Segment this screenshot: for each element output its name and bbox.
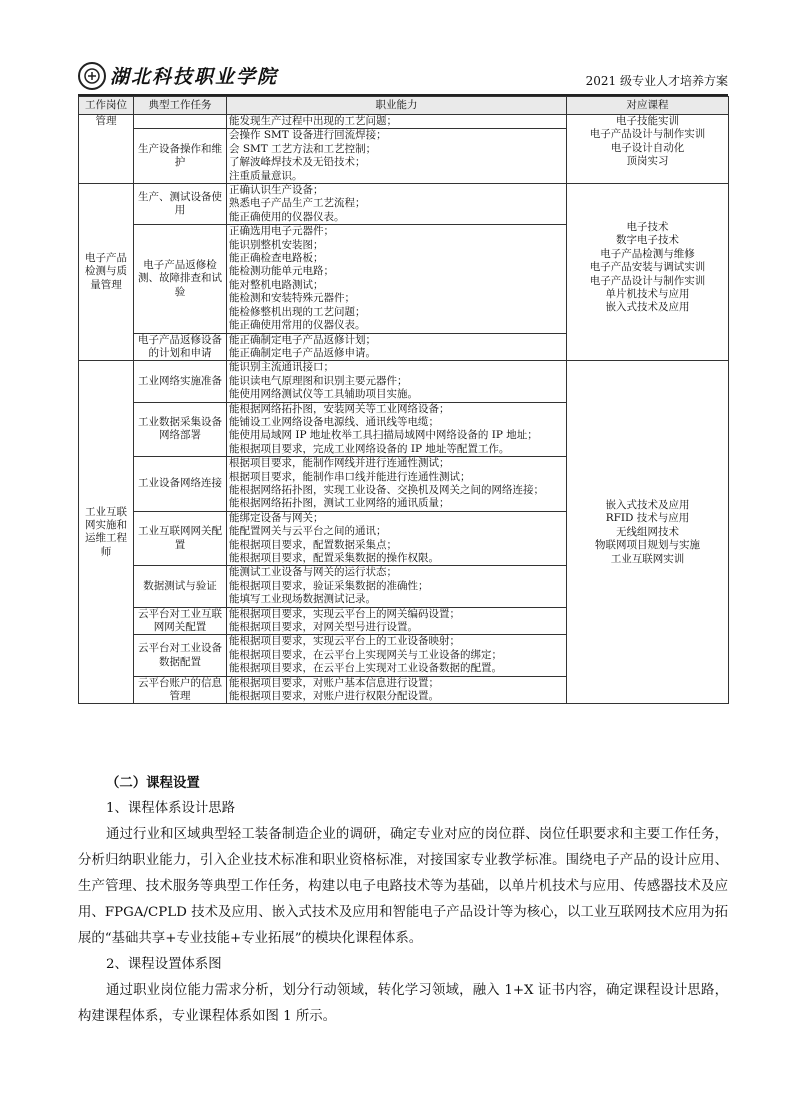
task-cell: 电子产品返修检测、故障排查和试验	[134, 225, 227, 333]
task-cell: 云平台对工业设备数据配置	[134, 635, 227, 676]
ability-cell	[227, 184, 567, 225]
ability-line: 能填写工业现场数据测试记录。	[229, 593, 376, 606]
ability-line: 能识别主流通讯接口；	[229, 361, 334, 374]
ability-line: 能检修整机出现的工艺问题；	[229, 305, 366, 318]
school-name: 湖北科技职业学院	[110, 66, 279, 88]
column-header: 典型工作任务	[134, 97, 227, 115]
course-name: 电子技能实训	[616, 115, 679, 127]
course-name: 嵌入式技术及应用	[605, 301, 690, 314]
ability-line: 根据项目要求，能制作串口线并能进行连通性测试；	[229, 470, 471, 483]
ability-line: 会 SMT 工艺方法和工艺控制；	[229, 142, 377, 155]
course-name: 嵌入式技术及应用	[605, 498, 690, 511]
ability-line: 能根据项目要求，在云平台上实现网关与工业设备的绑定；	[229, 648, 502, 661]
ability-line: 能正确检查电路板；	[229, 252, 324, 265]
ability-line: 能根据项目要求，实现云平台上的工业设备映射；	[229, 635, 460, 648]
task-cell	[134, 115, 227, 129]
ability-line: 能测试工业设备与网关的运行状态；	[229, 566, 397, 579]
ability-line: 能识别整机安装图；	[229, 238, 324, 251]
course-name: 电子产品检测与维修	[600, 247, 695, 260]
ability-line: 会操作 SMT 设备进行回流焊接；	[229, 129, 387, 142]
page-header	[78, 62, 728, 96]
ability-line: 能正确使用的仪器仪表。	[229, 210, 345, 223]
course-name: 电子产品设计与制作实训	[589, 128, 706, 141]
column-header: 对应课程	[567, 97, 729, 115]
ability-cell	[227, 129, 567, 184]
ability-line: 能检测和安装特殊元器件；	[229, 292, 355, 305]
table-row	[79, 361, 729, 402]
ability-line: 能根据网络拓扑图，安装网关等工业网络设备；	[229, 402, 450, 415]
course-name: 电子技术	[626, 221, 669, 234]
course-cell	[567, 115, 729, 184]
ability-line: 根据项目要求，能制作网线并进行连通性测试；	[229, 457, 450, 470]
ability-line: 能根据项目要求，验证采集数据的准确性；	[229, 579, 429, 592]
ability-cell	[227, 635, 567, 676]
course-name: 数字电子技术	[616, 234, 679, 247]
ability-line: 正确选用电子元器件；	[229, 225, 334, 238]
course-name: 物联网项目规划与实施	[595, 539, 700, 552]
ability-line: 能发现生产过程中出现的工艺问题；	[229, 115, 397, 127]
table-row	[79, 184, 729, 225]
subheading-design-idea: 1、课程体系设计思路	[106, 801, 236, 816]
ability-cell	[227, 607, 567, 635]
ability-line: 能根据项目要求，对账户进行权限分配设置。	[229, 690, 439, 703]
plan-title: 2021 级专业人才培养方案	[585, 74, 728, 88]
ability-line: 能正确制定电子产品返修申请。	[229, 346, 376, 359]
ability-line: 能根据项目要求，对账户基本信息进行设置；	[229, 676, 439, 689]
paragraph-system-diagram: 通过职业岗位能力需求分析，划分行动领域，转化学习领域，融入 1+X 证书内容，确定课程设计思路，构建课程体系，专业课程体系如图 1 所示。	[78, 983, 728, 1024]
ability-line: 能正确制定电子产品返修计划；	[229, 333, 376, 346]
ability-line: 能对整机电路测试；	[229, 278, 324, 291]
ability-line: 能检测功能单元电路；	[229, 265, 334, 278]
job-ability-table	[78, 96, 729, 704]
task-cell: 电子产品返修设备的计划和申请	[134, 333, 227, 361]
ability-line: 能使用局域网 IP 地址枚举工具扫描局域网中网络设备的 IP 地址；	[229, 429, 538, 442]
ability-cell	[227, 361, 567, 402]
task-cell: 工业网络实施准备	[134, 361, 227, 402]
job-position-cell: 电子产品检测与质量管理	[79, 184, 134, 361]
course-cell	[567, 184, 729, 361]
ability-line: 能正确使用常用的仪器仪表。	[229, 319, 366, 332]
column-header: 工作岗位	[79, 97, 134, 115]
task-cell: 云平台对工业互联网网关配置	[134, 607, 227, 635]
course-setting-section	[78, 770, 728, 1030]
job-position-cell: 管理	[79, 115, 134, 184]
ability-line: 能根据网络拓扑图，实现工业设备、交换机及网关之间的网络连接；	[229, 483, 544, 496]
task-cell: 工业设备网络连接	[134, 457, 227, 512]
task-cell: 数据测试与验证	[134, 566, 227, 607]
ability-line: 能绑定设备与网关；	[229, 511, 324, 524]
ability-cell	[227, 676, 567, 704]
course-name: 顶岗实习	[626, 155, 669, 168]
ability-line: 能使用网络测试仪等工具辅助项目实施。	[229, 388, 418, 401]
task-cell: 生产设备操作和维护	[134, 129, 227, 184]
course-cell	[567, 361, 729, 704]
ability-cell	[227, 511, 567, 566]
ability-cell	[227, 225, 567, 333]
course-name: 电子设计自动化	[610, 141, 685, 154]
ability-line: 能配置网关与云平台之间的通讯；	[229, 525, 387, 538]
ability-line: 能根据项目要求，配置采集数据的操作权限。	[229, 552, 439, 564]
ability-line: 注重质量意识。	[229, 169, 303, 182]
ability-cell	[227, 115, 567, 129]
task-cell: 生产、测试设备使用	[134, 184, 227, 225]
course-name: 电子产品安装与调试实训	[589, 261, 706, 274]
course-name: 单片机技术与应用	[605, 288, 690, 301]
ability-cell	[227, 333, 567, 361]
task-cell: 工业数据采集设备网络部署	[134, 402, 227, 457]
task-cell: 云平台账户的信息管理	[134, 676, 227, 704]
ability-line: 能根据项目要求，对网关型号进行设置。	[229, 621, 418, 634]
ability-line: 了解波峰焊技术及无铅技术；	[229, 156, 366, 169]
ability-cell	[227, 457, 567, 512]
task-cell: 工业互联网网关配置	[134, 511, 227, 566]
ability-line: 能根据网络拓扑图，测试工业网络的通讯质量；	[229, 497, 450, 510]
ability-line: 能铺设工业网络设备电源线、通讯线等电缆；	[229, 415, 439, 428]
course-name: 工业互联网实训	[610, 552, 685, 565]
ability-line: 能识读电气原理图和识别主要元器件；	[229, 374, 408, 387]
subheading-system-diagram: 2、课程设置体系图	[106, 957, 222, 972]
table-row	[79, 115, 729, 129]
job-position-cell: 工业互联网实施和运维工程师	[79, 361, 134, 704]
ability-line: 正确认识生产设备；	[229, 184, 324, 197]
paragraph-design-idea: 通过行业和区域典型轻工装备制造企业的调研，确定专业对应的岗位群、岗位任职要求和主要工作任务，分析归纳职业能力，引入企业技术标准和职业资格标准，对接国家专业教学标准。围绕电子产品的设计应用、生产管理、技术服务等典型工作任务，构建以电子电路技术等为基础，以单片机技术与应用、传感器技术及应用、FPGA/CPLD 技术及应用、嵌入式技术及应用和智能电子产品设计等为核心，以工业互联网技术应用为拓展的“基础共享+专业技能+专业拓展”的模块化课程体系。	[78, 827, 728, 946]
ability-line: 能根据项目要求，实现云平台上的网关编码设置；	[229, 607, 460, 620]
ability-line: 能根据项目要求，配置数据采集点；	[229, 538, 397, 551]
ability-line: 熟悉电子产品生产工艺流程；	[229, 197, 366, 210]
course-name: 电子产品设计与制作实训	[589, 274, 706, 287]
ability-line: 能根据项目要求，在云平台上实现对工业设备数据的配置。	[229, 662, 502, 675]
ability-cell	[227, 566, 567, 607]
column-header: 职业能力	[227, 97, 567, 115]
course-name: 无线组网技术	[616, 525, 679, 538]
section-heading: （二）课程设置	[106, 775, 200, 791]
ability-cell	[227, 402, 567, 457]
ability-line: 能根据项目要求，完成工业网络设备的 IP 地址等配置工作。	[229, 442, 510, 455]
course-name: RFID 技术与应用	[605, 512, 690, 525]
table-header-row	[79, 97, 729, 115]
school-logo-icon	[78, 62, 106, 90]
